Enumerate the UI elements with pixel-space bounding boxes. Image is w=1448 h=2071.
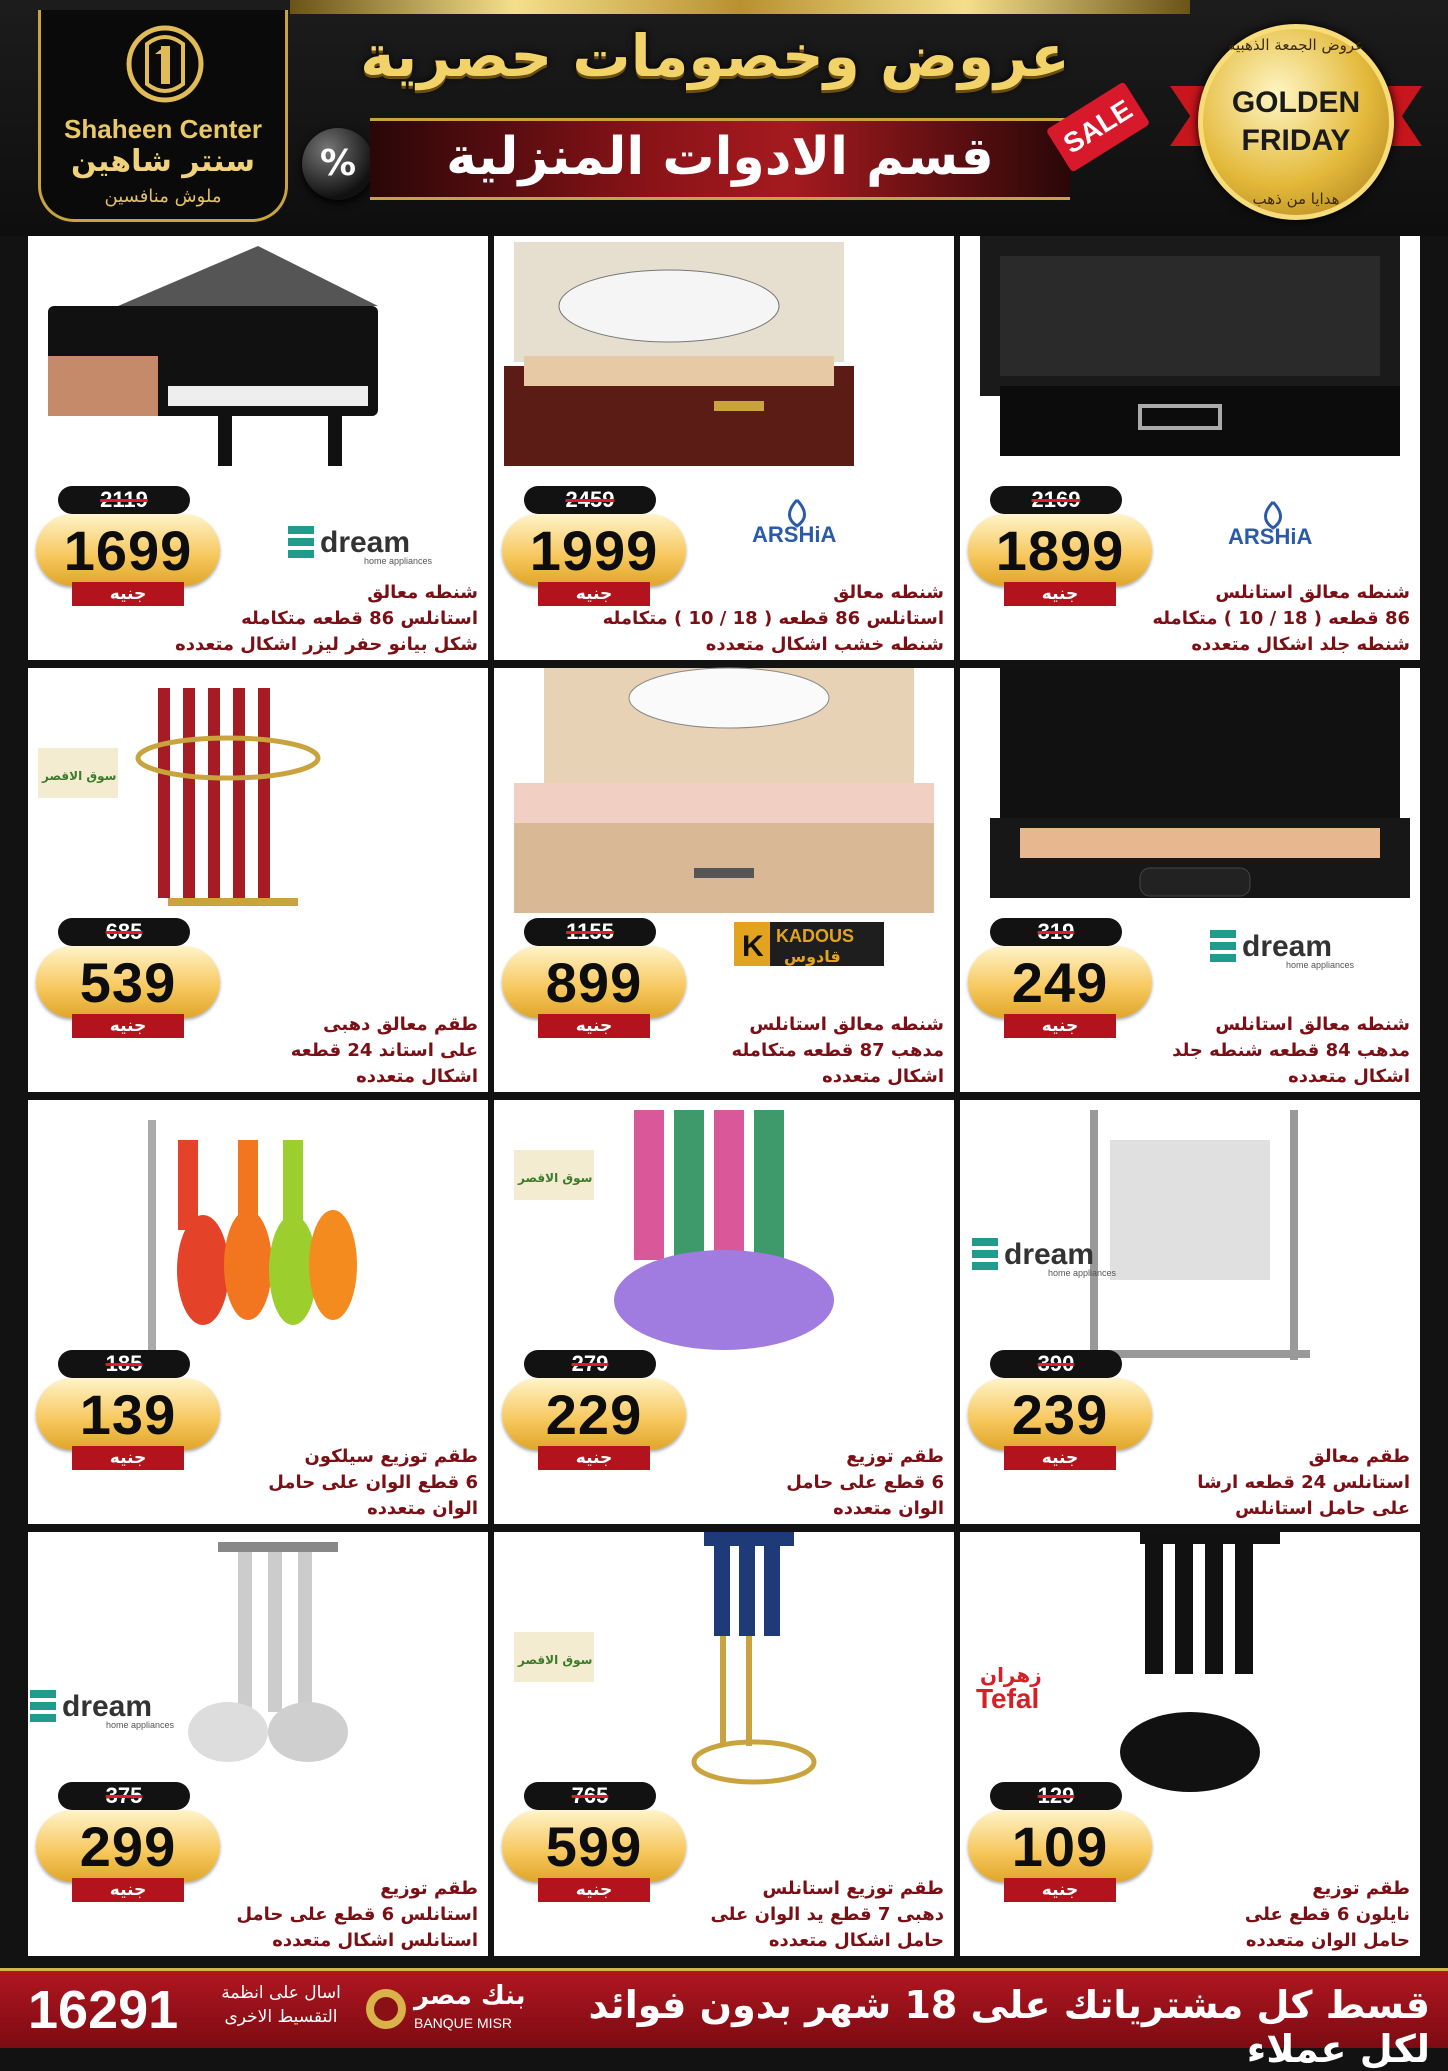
brand-name: dream [1242,930,1333,963]
product-card[interactable] [28,1100,488,1524]
currency-label: جنيه [72,1878,184,1902]
description-line: استانلس 24 قطعه ارشا [1197,1472,1410,1493]
currency-label: جنيه [1004,1014,1116,1038]
bank-name-arabic: بنك مصر [414,1981,526,2011]
description-line: مدهب 84 قطعه شنطه جلد [1172,1040,1410,1061]
store-logo[interactable] [38,10,288,222]
product-image[interactable] [960,668,1420,948]
brand-name: Tefal [976,1683,1040,1714]
old-price-tag [990,1782,1122,1810]
logo-emblem-icon [125,24,205,104]
brand-name: سوق الاقصر [42,769,117,783]
sale-price: 599 [545,1815,643,1878]
golden-friday-bottom-text: هدايا من ذهب [1252,190,1340,208]
brand-sub: home appliances [1286,960,1355,970]
currency-label: جنيه [538,1878,650,1902]
description-line: دهبى 7 قطع يد الوان على [710,1904,944,1925]
product-card[interactable] [28,236,488,660]
description-line: اشكال متعدده [356,1066,478,1087]
old-price-tag [524,1350,656,1378]
old-price: 765 [571,1783,609,1808]
description-line: على حامل استانلس [1235,1498,1410,1519]
description-line: 6 قطع الوان على حامل [268,1472,478,1493]
installment-line-2: التقسيط الاخرى [224,2007,338,2027]
product-card[interactable] [960,668,1420,1092]
logo-tagline: ملوش منافسين [104,186,222,207]
currency-label: جنيه [72,582,184,606]
description-line: نايلون 6 قطع على [1244,1904,1410,1925]
currency-label: جنيه [538,1014,650,1038]
description-line: 86 قطعه ( 18 / 10 ) متكامله [1152,608,1410,629]
logo-english-name: Shaheen Center [64,114,262,144]
old-price-tag [990,486,1122,514]
installment-promo: قسط كل مشترياتك على 18 شهر بدون فوائد لكل عملاء [588,1983,1430,2071]
brand-logo-dream [1208,922,1378,972]
old-price-tag [58,1782,190,1810]
product-description [1120,1444,1410,1522]
bank-name-english: BANQUE MISR [414,2015,513,2031]
brand-logo-arshia [712,496,882,546]
sale-price: 139 [79,1383,177,1446]
price-pill [968,1810,1152,1882]
brand-logo-arshia [1188,498,1358,548]
currency-label: جنيه [1004,1878,1116,1902]
product-card[interactable] [960,1100,1420,1524]
description-line: طقم توزيع سيلكون [304,1446,478,1467]
old-price-tag [58,918,190,946]
gold-top-line [290,0,1190,14]
old-price: 279 [571,1351,609,1376]
brand-name: dream [1004,1238,1095,1271]
description-line: حامل الوان متعدده [1245,1930,1410,1951]
brand-logo-dream [286,518,456,568]
installment-line-1: اسال على انظمة [221,1983,341,2003]
product-card[interactable] [28,1532,488,1956]
currency-label: جنيه [538,582,650,606]
description-line: طقم توزيع [380,1878,478,1899]
brand-logo-kadous [734,918,904,968]
brand-sub: home appliances [106,1720,175,1730]
old-price-tag [524,918,656,946]
product-card[interactable] [494,1100,954,1524]
sale-price: 1899 [995,519,1125,582]
price-pill [36,1378,220,1450]
old-price: 2119 [100,487,148,512]
price-pill [968,514,1152,586]
brand-name: dream [62,1690,153,1723]
description-line: الوان متعدده [833,1498,944,1519]
price-pill [36,1810,220,1882]
product-image[interactable] [494,1100,954,1380]
description-line: طقم توزيع استانلس [762,1878,944,1899]
old-price: 375 [105,1783,143,1808]
brand-sub: home appliances [1048,1268,1117,1278]
description-line: استانلس 6 قطع على حامل [236,1904,478,1925]
brand-name: ARSHiA [752,522,837,547]
sale-tag: SALE [1046,81,1151,172]
description-line: شنطه معالق استانلس [749,1014,944,1035]
old-price: 2169 [1031,487,1081,512]
golden-friday-line2: FRIDAY [1241,124,1351,157]
sale-price: 1999 [529,519,659,582]
product-description [1120,1876,1410,1954]
price-pill [968,1378,1152,1450]
old-price: 2459 [565,487,615,512]
old-price-tag [990,918,1122,946]
old-price-tag [524,486,656,514]
brand-sub: قادوس [784,947,841,966]
currency-label: جنيه [538,1446,650,1470]
description-line: طقم توزيع [846,1446,944,1467]
brand-sub: home appliances [364,556,433,566]
product-description [1120,1012,1410,1090]
product-card[interactable] [494,236,954,660]
old-price-tag [524,1782,656,1810]
logo-arabic-name: سنتر شاهين [71,144,255,179]
golden-friday-line1: GOLDEN [1231,86,1361,119]
product-description [188,1444,478,1522]
description-line: حامل اشكال متعدده [768,1930,944,1951]
section-subtitle: قسم الادوات المنزلية [446,127,994,187]
svg-text:K: K [742,930,764,963]
description-line: استانلس اشكال متعدده [272,1930,478,1951]
brand-logo-dream [970,1230,1140,1280]
brand-logo-souk [514,1632,684,1682]
hotline-number[interactable]: 16291 [28,1980,179,2040]
sale-price: 229 [545,1383,643,1446]
description-line: مدهب 87 قطعه متكامله [731,1040,944,1061]
product-image[interactable] [28,668,488,948]
product-description [188,1876,478,1954]
old-price: 685 [105,919,143,944]
product-image[interactable] [28,1532,488,1812]
description-line: طقم توزيع [1312,1878,1410,1899]
description-line: الوان متعدده [367,1498,478,1519]
brand-name: ARSHiA [1228,524,1313,549]
product-description [654,1444,944,1522]
description-line: طقم معالق دهبى [323,1014,478,1035]
currency-label: جنيه [1004,1446,1116,1470]
product-description [602,580,944,658]
brand-name: KADOUS [776,926,855,946]
currency-label: جنيه [1004,582,1116,606]
description-line: شكل بيانو حفر ليزر اشكال متعدده [175,634,478,655]
description-line: شنطه معالق [833,582,944,603]
product-card[interactable] [494,668,954,1092]
brand-name: dream [320,526,411,559]
old-price: 1155 [566,919,614,944]
brand-logo-tefal [970,1662,1140,1712]
brand-name: سوق الاقصر [518,1171,593,1185]
product-image[interactable] [494,236,954,516]
old-price-tag [58,486,190,514]
description-line: استانلس 86 قطعه ( 18 / 10 ) متكامله [602,608,944,629]
product-description [175,580,478,658]
brand-sub: زهران [980,1663,1042,1687]
percent-icon: % [302,128,374,200]
sale-price: 1699 [63,519,193,582]
product-image[interactable] [28,1100,488,1380]
subtitle-banner [370,118,1070,200]
product-description [654,1012,944,1090]
price-pill [502,1810,686,1882]
installment-note [196,1981,366,2029]
price-pill [36,514,220,586]
product-description [1120,580,1410,658]
product-card[interactable] [494,1532,954,1956]
price-pill [36,946,220,1018]
old-price: 185 [105,1351,143,1376]
sale-price: 249 [1011,951,1109,1014]
product-card[interactable] [28,668,488,1092]
sale-price: 109 [1011,1815,1109,1878]
old-price: 319 [1037,919,1075,944]
sale-price: 539 [79,951,177,1014]
product-image[interactable] [960,236,1420,516]
page-title: عروض وخصومات حصرية [360,22,1070,90]
golden-friday-top-text: عروض الجمعة الذهبية [1227,36,1365,54]
description-line: 6 قطع على حامل [786,1472,944,1493]
description-line: شنطه خشب اشكال متعدده [705,634,944,655]
brand-logo-dream [28,1682,198,1732]
description-line: شنطه معالق [367,582,478,603]
header-banner [0,0,1448,236]
currency-label: جنيه [72,1014,184,1038]
old-price-tag [990,1350,1122,1378]
product-description [188,1012,478,1090]
brand-logo-souk [514,1150,684,1200]
description-line: على استاند 24 قطعه [290,1040,478,1061]
old-price: 129 [1037,1783,1075,1808]
footer-banner [0,1968,1448,2071]
description-line: استانلس 86 قطعه متكامله [241,608,478,629]
brand-logo-souk [38,748,208,798]
description-line: شنطه جلد اشكال متعدده [1191,634,1410,655]
description-line: طقم معالق [1308,1446,1410,1467]
description-line: شنطه معالق استانلس [1215,582,1410,603]
price-pill [502,946,686,1018]
description-line: اشكال متعدده [1288,1066,1410,1087]
sale-price: 239 [1011,1383,1109,1446]
old-price-tag [58,1350,190,1378]
sale-price: 899 [545,951,643,1014]
description-line: شنطه معالق استانلس [1215,1014,1410,1035]
product-image[interactable] [494,668,954,948]
product-image[interactable] [28,236,488,516]
brand-name: سوق الاقصر [518,1653,593,1667]
price-pill [502,514,686,586]
description-line: اشكال متعدده [822,1066,944,1087]
old-price: 390 [1037,1351,1075,1376]
product-card[interactable] [960,236,1420,660]
product-card[interactable] [960,1532,1420,1956]
price-pill [968,946,1152,1018]
price-pill [502,1378,686,1450]
sale-price: 299 [79,1815,177,1878]
currency-label: جنيه [72,1446,184,1470]
product-description [654,1876,944,1954]
